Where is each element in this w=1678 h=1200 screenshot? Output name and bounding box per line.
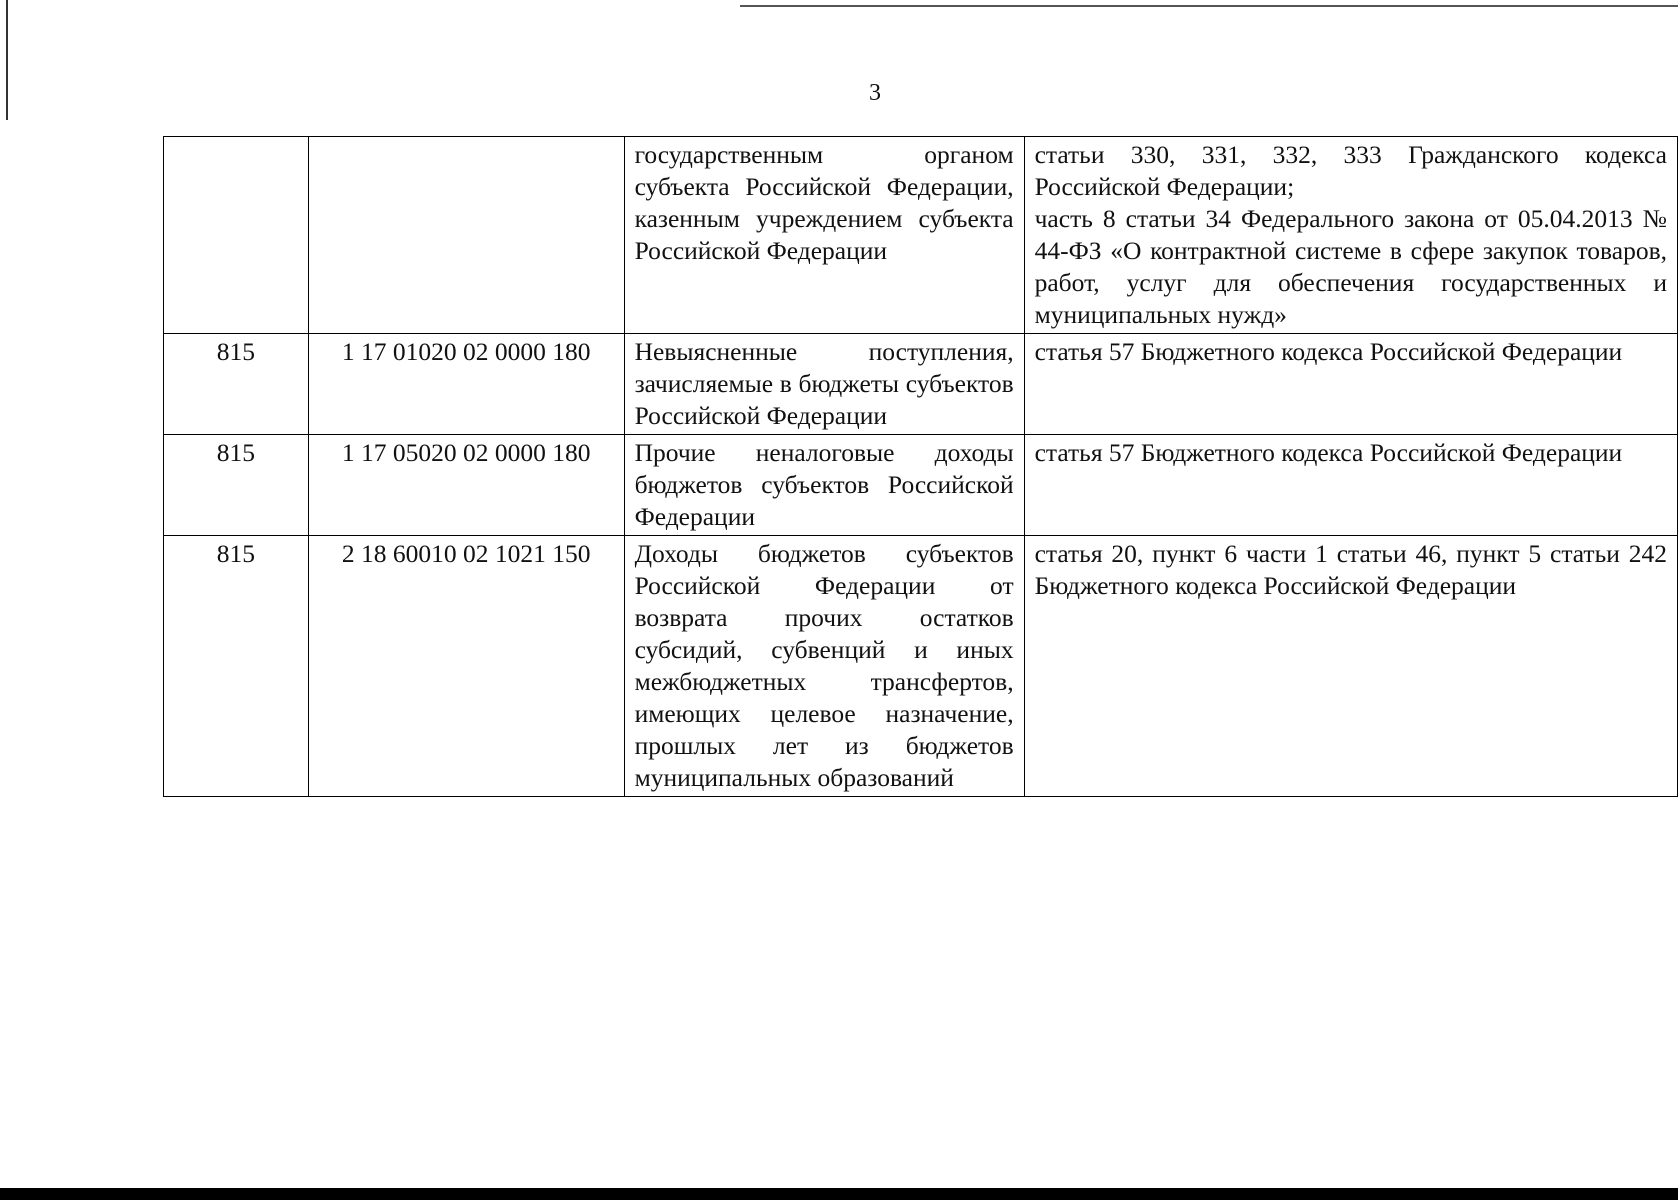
legal-basis-cell (1024, 137, 1677, 334)
legal-basis-paragraph: статья 20, пункт 6 части 1 статьи 46, пункт 5 статьи 242 Бюджетного кодекса Российской Федерации (1034, 539, 1667, 600)
admin-code-cell: 815 (164, 536, 309, 797)
legal-basis-paragraph: статья 57 Бюджетного кодекса Российской Федерации (1034, 438, 1623, 467)
kbk-code-cell (308, 137, 624, 334)
scan-top-line (740, 5, 1678, 7)
kbk-code-cell: 2 18 60010 02 1021 150 (308, 536, 624, 797)
kbk-code-cell: 1 17 01020 02 0000 180 (308, 334, 624, 435)
revenue-name-cell: государственным органом субъекта Российской Федерации, казенным учреждением субъекта Российской Федерации (624, 137, 1024, 334)
legal-basis-cell (1024, 536, 1677, 797)
kbk-code-cell: 1 17 05020 02 0000 180 (308, 435, 624, 536)
scan-bottom-bar (0, 1188, 1678, 1200)
revenue-name-cell: Доходы бюджетов субъектов Российской Федерации от возврата прочих остатков субсидий, субвенций и иных межбюджетных трансфертов, имеющих целевое назначение, прошлых лет из бюджетов муниципальных образований (624, 536, 1024, 797)
table-row (164, 435, 1678, 536)
admin-code-cell: 815 (164, 435, 309, 536)
table-row (164, 536, 1678, 797)
legal-basis-paragraph: часть 8 статьи 34 Федерального закона от 05.04.2013 № 44-ФЗ «О контрактной системе в сфере закупок товаров, работ, услуг для обеспечения государственных и муниципальных нужд» (1034, 204, 1667, 329)
legal-basis-cell (1024, 435, 1677, 536)
table-row (164, 334, 1678, 435)
table-row (164, 137, 1678, 334)
page-number: 3 (869, 80, 881, 106)
revenue-name-cell: Невыясненные поступления, зачисляемые в бюджеты субъектов Российской Федерации (624, 334, 1024, 435)
revenue-classification-table (163, 136, 1678, 797)
revenue-name-cell: Прочие неналоговые доходы бюджетов субъектов Российской Федерации (624, 435, 1024, 536)
admin-code-cell (164, 137, 309, 334)
admin-code-cell: 815 (164, 334, 309, 435)
legal-basis-paragraph: статья 57 Бюджетного кодекса Российской Федерации (1034, 337, 1623, 366)
legal-basis-cell (1024, 334, 1677, 435)
legal-basis-paragraph: статьи 330, 331, 332, 333 Гражданского кодекса Российской Федерации; (1034, 140, 1667, 201)
